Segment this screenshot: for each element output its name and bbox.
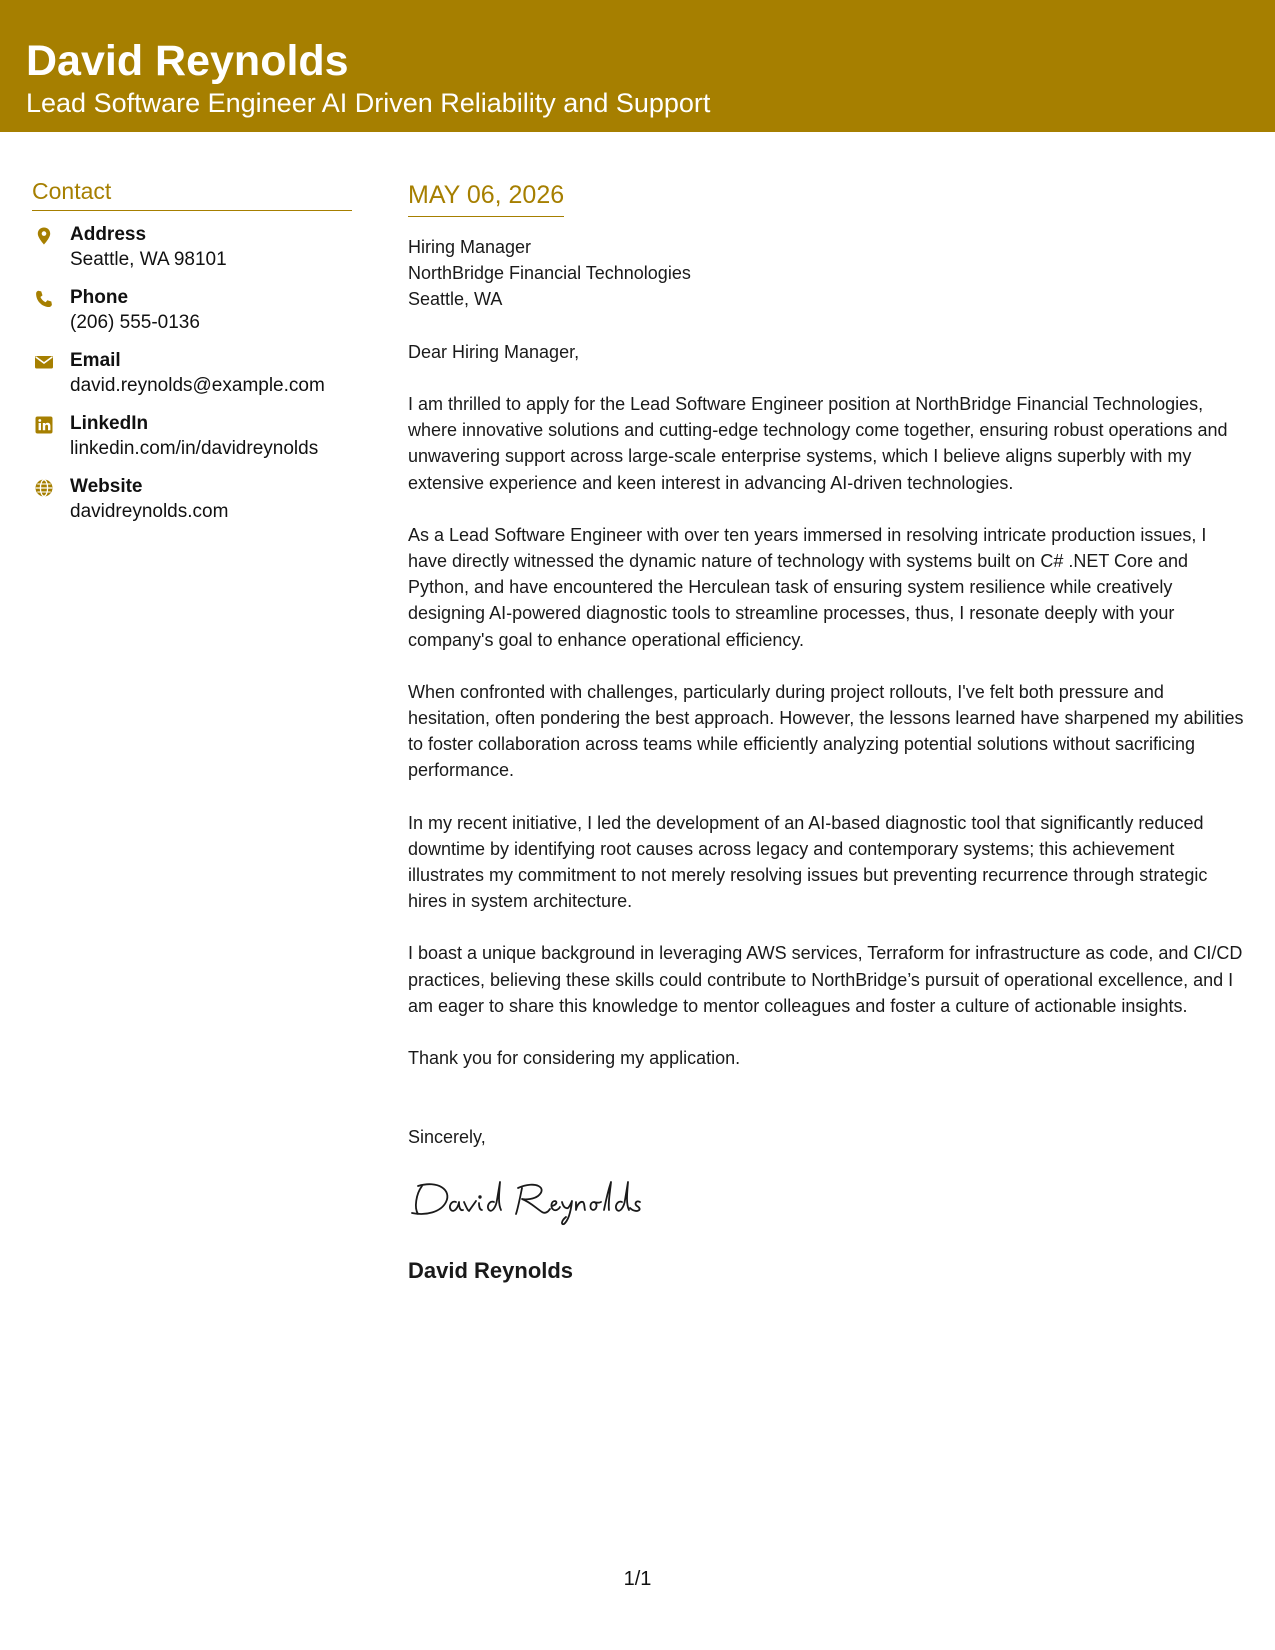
recipient-location: Seattle, WA — [408, 289, 503, 309]
contact-heading: Contact — [32, 176, 352, 211]
recipient-title: Hiring Manager — [408, 237, 532, 257]
signer-name: David Reynolds — [408, 1258, 574, 1284]
salutation: Dear Hiring Manager, — [408, 342, 580, 362]
contact-sidebar — [32, 176, 352, 538]
recipient-company: NorthBridge Financial Technologies — [408, 263, 691, 283]
letter-paragraph: I am thrilled to apply for the Lead Software Engineer position at NorthBridge Financial Technologies, where innovative solutions and cutting-edge technology come together, ensuring robust operations and unwavering support across large-scale enterprise systems, which I believe aligns superbly with my extensive experience and keen interest in advancing AI-driven technologies. — [408, 394, 1228, 493]
phone-icon — [34, 289, 54, 309]
contact-list — [32, 223, 352, 538]
contact-value: davidreynolds.com — [70, 501, 229, 522]
letter-paragraph: In my recent initiative, I led the development of an AI-based diagnostic tool that significantly reduced downtime by identifying root causes across legacy and contemporary systems; this achievement illustrates my commitment to not merely resolving issues but preventing recurrence through strategic hires in system architecture. — [408, 812, 1208, 912]
map-pin-icon — [34, 226, 54, 246]
job-title: Lead Software Engineer AI Driven Reliability and Support — [26, 88, 711, 118]
signature-image — [408, 1164, 668, 1234]
contact-item-phone — [32, 286, 352, 349]
header-banner — [0, 0, 1275, 132]
contact-label: Address — [70, 224, 147, 245]
contact-item-email — [32, 349, 352, 412]
closing: Sincerely, — [408, 1127, 486, 1148]
envelope-icon — [34, 352, 54, 372]
letter-paragraph: Thank you for considering my application. — [408, 1048, 741, 1069]
contact-label: Website — [70, 476, 143, 497]
contact-label: LinkedIn — [70, 413, 149, 434]
globe-icon — [34, 478, 54, 498]
contact-label: Email — [70, 350, 121, 371]
applicant-name: David Reynolds — [26, 37, 349, 85]
letter-paragraph: When confronted with challenges, particularly during project rollouts, I've felt both pressure and hesitation, often pondering the best approach. However, the lessons learned have sharpened my abilities to foster collaboration across teams while efficiently analyzing potential solutions without sacrificing performance. — [408, 681, 1244, 781]
contact-item-linkedin — [32, 412, 352, 475]
linkedin-icon — [34, 415, 54, 435]
contact-value: (206) 555-0136 — [70, 312, 200, 333]
letter-body — [408, 178, 1248, 1285]
contact-value: Seattle, WA 98101 — [70, 249, 227, 270]
contact-value: linkedin.com/in/davidreynolds — [70, 438, 319, 459]
page-number: 1/1 — [623, 1568, 652, 1590]
letter-date: MAY 06, 2026 — [408, 178, 564, 217]
recipient-block — [408, 234, 1248, 312]
letter-paragraph: As a Lead Software Engineer with over ten years immersed in resolving intricate production issues, I have directly witnessed the dynamic nature of technology with systems built on C# .NET Core and Python, and have encountered the Herculean task of ensuring system resilience while creatively designing AI-powered diagnostic tools to streamline processes, thus, I resonate deeply with your company's goal to enhance operational efficiency. — [408, 524, 1207, 650]
letter-paragraph: I boast a unique background in leveraging AWS services, Terraform for infrastructure as code, and CI/CD practices, believing these skills could contribute to NorthBridge’s pursuit of operational excellence, and I am eager to share this knowledge to mentor colleagues and foster a culture of actionable insights. — [408, 943, 1243, 1016]
contact-label: Phone — [70, 287, 129, 308]
contact-item-address — [32, 223, 352, 286]
contact-value: david.reynolds@example.com — [70, 375, 325, 396]
contact-item-website — [32, 475, 352, 538]
